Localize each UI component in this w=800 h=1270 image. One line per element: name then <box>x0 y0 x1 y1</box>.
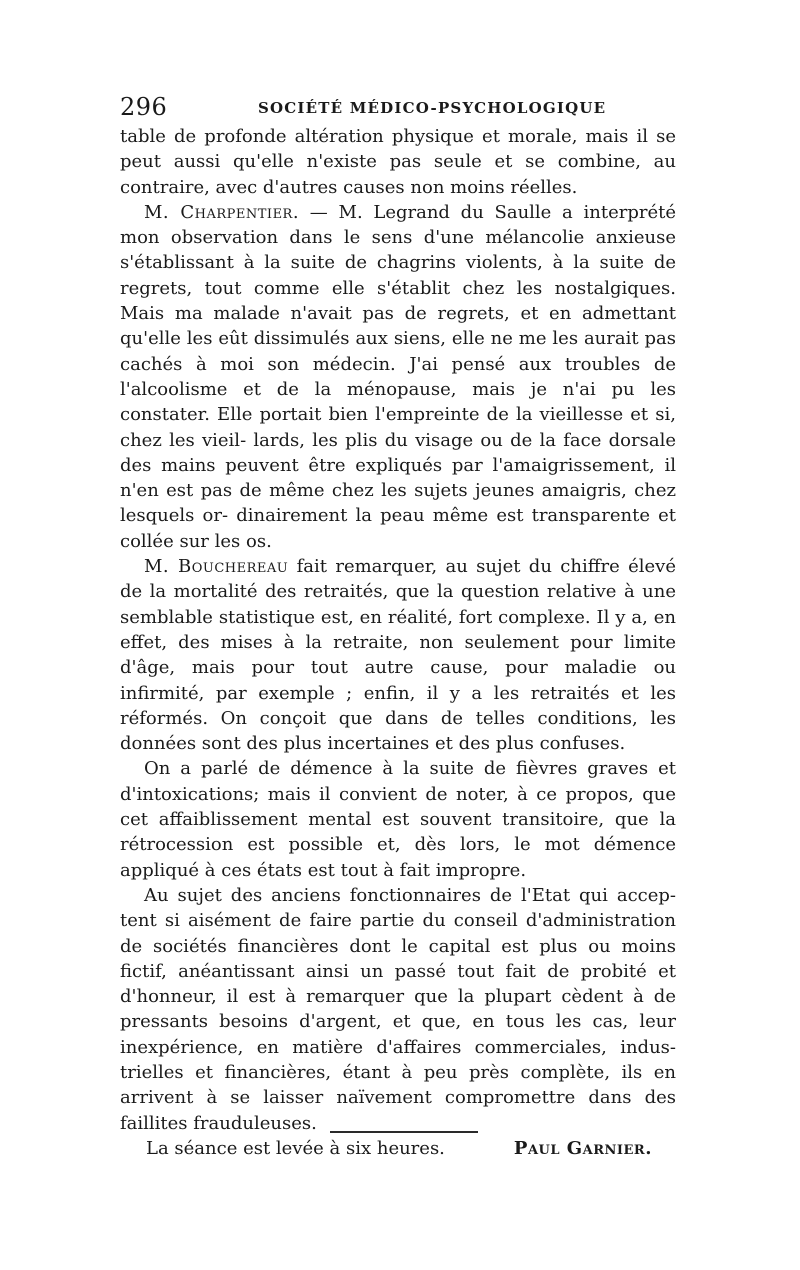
text-line: trielles et financières, étant à peu près complète, ils en <box>120 1061 676 1083</box>
text-line: réformés. On conçoit que dans de telles conditions, les <box>120 707 676 729</box>
text-line: fait remarquer, au sujet du chiffre élevé <box>288 556 676 578</box>
speaker-name: M. Bouchereau <box>144 556 289 578</box>
text-line: d'intoxications; mais il convient de noter, à ce propos, que <box>120 783 676 805</box>
text-line: s'établissant à la suite de chagrins violents, à la suite de <box>120 252 676 274</box>
signature: Paul Garnier. <box>513 1137 652 1159</box>
text-line: de la mortalité des retraités, que la question relative <box>120 581 617 603</box>
text-line: pressants besoins d'argent, et que, en tous les cas, leur <box>120 1011 676 1033</box>
text-line: inexpérience, en matière d'affaires commerciales, indus- <box>120 1036 676 1058</box>
text-line: dinairement la peau même est transparente et collée sur <box>120 505 676 552</box>
text-line: données sont des plus incertaines et des plus confuses. <box>120 733 626 755</box>
text-line: fictif, anéantissant ainsi un passé tout fait de probité et <box>120 960 676 982</box>
text-line: tent si aisément de faire partie du conseil d'administration <box>120 910 676 932</box>
body-text <box>120 124 676 1162</box>
paragraph-demence <box>120 756 676 882</box>
paragraph-continuation <box>120 124 676 200</box>
text-line: rétrocession est possible et, dès lors, le mot démence <box>120 834 676 856</box>
text-line: ma malade n'avait pas de regrets, et en admettant qu'elle <box>120 303 676 350</box>
text-line: peuvent être expliqués par l'amaigrissement, il n'en est pas <box>120 454 676 502</box>
text-line: à une semblable statistique est, en réalité, fort complexe. <box>120 581 676 628</box>
text-line: de sociétés financières dont le capital est plus ou moins <box>120 935 676 957</box>
text-line: arrivent à se laisser naïvement compromettre dans des <box>120 1087 676 1109</box>
text-line: — M. Legrand du Saulle a interprété <box>299 201 676 223</box>
text-line: à moi son médecin. J'ai pensé aux troubles de l'alcoolisme <box>120 353 676 400</box>
text-line: On a parlé de démence à la suite de fièvres graves et <box>144 758 676 780</box>
text-line: limite d'âge, mais pour tout autre cause, pour maladie ou <box>120 631 676 679</box>
text-line: contraire, avec d'autres causes non moins réelles. <box>120 176 578 198</box>
page-number: 296 <box>120 93 168 121</box>
session-closing: La séance est levée à six heures. <box>146 1137 445 1159</box>
text-line: Au sujet des anciens fonctionnaires de l'Etat qui accep- <box>144 884 676 906</box>
paragraph-charpentier <box>120 200 676 554</box>
text-line: faillites frauduleuses. <box>120 1112 317 1134</box>
running-head: SOCIÉTÉ MÉDICO-PSYCHOLOGIQUE <box>258 99 607 117</box>
page-header <box>120 92 680 126</box>
text-line: mon observation dans le sens d'une mélancolie anxieuse <box>120 227 676 249</box>
text-line: et de la ménopause, mais je n'ai pu les constater. Elle <box>120 378 676 426</box>
closing-rule <box>330 1131 478 1133</box>
text-line: Il y a, en effet, des mises à la retraite, non seulement pour <box>120 606 676 653</box>
text-line: regrets, tout comme elle s'établit chez les nostalgiques. Mais <box>120 277 676 325</box>
speaker-name: M. Charpentier. <box>144 201 300 223</box>
text-line: se peut aussi qu'elle n'existe pas seule et se combine, au <box>120 126 676 173</box>
text-line: appliqué à ces états est tout à fait impropre. <box>120 859 527 881</box>
closing-line <box>120 1136 676 1162</box>
text-line: infirmité, par exemple ; enfin, il y a les retraités et les <box>120 682 676 704</box>
paragraph-fonctionnaires <box>120 883 676 1136</box>
text-line: cet affaiblissement mental est souvent transitoire, que la <box>120 809 676 831</box>
text-line: les eût dissimulés aux siens, elle ne me les aurait pas cachés <box>120 328 676 375</box>
text-line: les os. <box>214 530 272 552</box>
text-line: portait bien l'empreinte de la vieillesse et si, chez les vieil- <box>120 404 676 451</box>
text-line: lards, les plis du visage ou de la face dorsale des mains <box>120 429 676 476</box>
text-line: de même chez les sujets jeunes amaigris, chez lesquels or- <box>120 480 676 527</box>
text-line: d'honneur, il est à remarquer que la plupart cèdent à de <box>120 986 676 1008</box>
text-line: table de profonde altération physique et morale, mais il <box>120 126 648 147</box>
paragraph-bouchereau <box>120 554 676 756</box>
